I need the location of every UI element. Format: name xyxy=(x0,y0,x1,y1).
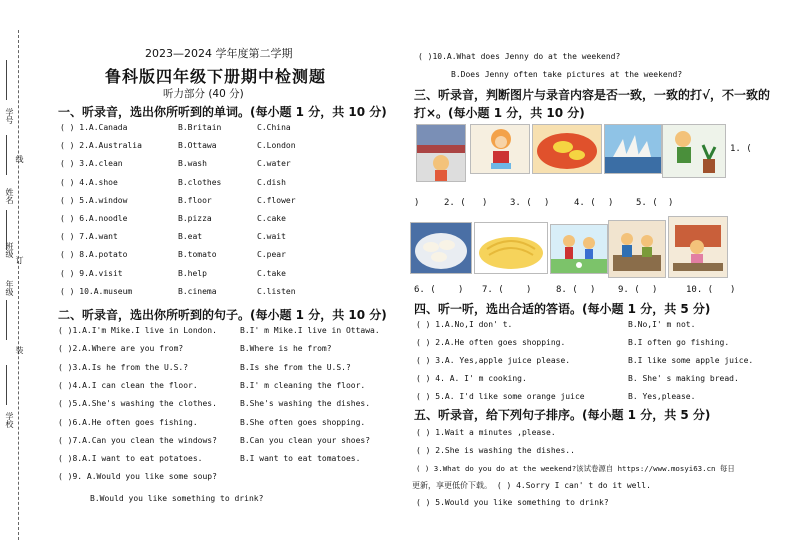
s2-item9-b: B.Would you like something to drink? xyxy=(90,494,264,503)
mark-4-close: ) xyxy=(608,198,614,208)
s1-option-b: B.pizza xyxy=(178,214,212,223)
s4-option-a: ( ) 1.A.No,I don' t. xyxy=(416,320,513,329)
side-label-banji: 班级 xyxy=(5,242,14,258)
s1-option-c: C.flower xyxy=(257,195,296,205)
listening-part-label: 听力部分 (40 分) xyxy=(163,88,244,100)
s2-option-b: B.I want to eat tomatoes. xyxy=(240,454,361,464)
s4-option-b: B.I often go fishing. xyxy=(628,338,730,347)
s1-option-a: ( ) 2.A.Australia xyxy=(60,141,142,151)
s4-option-a: ( ) 3.A. Yes,apple juice please. xyxy=(416,356,571,365)
s2-option-a: ( )3.A.Is he from the U.S.? xyxy=(58,362,189,372)
mark-9-open: 9. ( xyxy=(618,285,640,295)
section-4-heading: 四、听一听，选出合适的答语。(每小题 1 分，共 5 分) xyxy=(414,302,711,316)
section-2-heading: 二、听录音，选出你所听到的句子。(每小题 1 分，共 10 分) xyxy=(58,308,387,322)
picture-girl-at-table xyxy=(668,216,728,278)
mark-7-open: 7. ( xyxy=(482,285,504,295)
s1-option-a: ( ) 5.A.window xyxy=(60,195,128,205)
mark-2-open: 2. ( xyxy=(444,198,466,208)
mark-5-open: 5. ( xyxy=(636,198,658,208)
side-underline xyxy=(6,60,15,100)
section-5-heading: 五、听录音，给下列句子排序。(每小题 1 分，共 5 分) xyxy=(414,408,711,422)
s1-option-b: B.help xyxy=(178,268,207,278)
s2-option-a: ( )2.A.Where are you from? xyxy=(58,344,184,354)
side-underline xyxy=(6,210,15,250)
side-label-xian: 线 xyxy=(15,155,24,163)
s1-option-a: ( ) 8.A.potato xyxy=(60,250,128,260)
s1-option-b: B.floor xyxy=(178,195,212,205)
exam-title: 鲁科版四年级下册期中检测题 xyxy=(105,67,327,86)
mark-8-close: ) xyxy=(590,285,596,295)
picture-tomato-egg-dish xyxy=(532,124,602,174)
s2-option-a: ( )5.A.She's washing the clothes. xyxy=(58,399,217,409)
s2-item10-b: B.Does Jenny often take pictures at the weekend? xyxy=(451,70,683,79)
s1-option-c: C.water xyxy=(257,159,291,169)
s1-option-a: ( ) 4.A.shoe xyxy=(60,177,118,187)
s4-option-a: ( ) 4. A. I' m cooking. xyxy=(416,374,527,383)
s4-option-b: B.No,I' m not. xyxy=(628,320,696,329)
s5-item-3: ( ) 3.What do you do at the weekend?该试卷源自 https://www.mosyi63.cn 每日 xyxy=(416,464,735,473)
mark-6-open: 6. ( xyxy=(414,285,436,295)
picture-girl-cleaning xyxy=(470,124,530,174)
s1-option-c: C.China xyxy=(257,123,291,132)
mark-7-close: ) xyxy=(526,285,532,295)
picture-sydney-opera-house xyxy=(604,124,662,174)
s2-option-a: ( )6.A.He often goes fishing. xyxy=(58,417,198,427)
s4-option-a: ( ) 2.A.He often goes shopping. xyxy=(416,338,566,347)
mark-3-open: 3. ( xyxy=(510,198,532,208)
s2-option-a: ( )7.A.Can you clean the windows? xyxy=(58,435,217,445)
section-3-heading-line1: 三、听录音，判断图片与录音内容是否一致，一致的打√，不一致的 xyxy=(414,88,771,102)
side-underline xyxy=(6,365,15,405)
picture-family-sofa xyxy=(608,220,666,278)
side-label-ding: 订 xyxy=(15,256,24,264)
s2-option-a: ( )8.A.I want to eat potatoes. xyxy=(58,454,203,464)
mark-6-close: ) xyxy=(458,285,464,295)
mark-4-open: 4. ( xyxy=(574,198,596,208)
s1-option-b: B.Ottawa xyxy=(178,141,217,151)
s4-option-b: B. Yes,please. xyxy=(628,392,696,401)
s1-option-a: ( ) 7.A.want xyxy=(60,232,118,242)
s2-option-b: B.Can you clean your shoes? xyxy=(240,435,371,445)
s2-option-a: ( )1.A.I'm Mike.I live in London. xyxy=(58,326,217,335)
s1-option-b: B.wash xyxy=(178,159,207,169)
mark-3-close: ) xyxy=(544,198,550,208)
s2-option-a: ( )9. A.Would you like some soup? xyxy=(58,472,217,482)
picture-boy-watering-plant xyxy=(662,124,726,178)
s5-item-2: ( ) 2.She is washing the dishes.. xyxy=(416,446,575,455)
s4-option-b: B. She' s making bread. xyxy=(628,374,739,383)
mark-9-close: ) xyxy=(652,285,658,295)
s1-option-c: C.dish xyxy=(257,177,286,187)
mark-10-close: ) xyxy=(730,285,736,295)
s5-item-4-line: 更新，享更低价下载。 ( ) 4.Sorry I can' t do it well. xyxy=(412,481,651,490)
s1-option-a: ( ) 3.A.clean xyxy=(60,159,123,169)
s1-option-c: C.London xyxy=(257,141,296,151)
s2-option-b: B.I' m cleaning the floor. xyxy=(240,380,366,390)
section-1-heading: 一、听录音，选出你所听到的单词。(每小题 1 分，共 10 分) xyxy=(58,105,387,119)
s2-option-b: B.Where is he from? xyxy=(240,344,332,354)
s2-option-b: B.I' m Mike.I live in Ottawa. xyxy=(240,326,380,335)
mark-2-close: ) xyxy=(482,198,488,208)
s2-item10-a: ( )10.A.What does Jenny do at the weekend? xyxy=(418,52,621,61)
s5-item-5: ( ) 5.Would you like something to drink? xyxy=(416,498,609,507)
s1-option-a: ( ) 6.A.noodle xyxy=(60,214,128,223)
picture-noodles xyxy=(474,222,548,274)
side-label-zhuang: 装 xyxy=(15,346,24,354)
mark-1-open: 1. ( xyxy=(730,144,752,154)
s1-option-b: B.cinema xyxy=(178,286,217,296)
s4-option-b: B.I like some apple juice. xyxy=(628,356,754,365)
s4-option-a: ( ) 5.A. I'd like some orange juice xyxy=(416,392,585,401)
side-underline xyxy=(6,300,15,340)
s2-option-b: B.She often goes shopping. xyxy=(240,417,366,427)
s1-option-c: C.listen xyxy=(257,286,296,296)
s1-option-c: C.cake xyxy=(257,214,286,223)
mark-1-close: ) xyxy=(414,198,420,208)
side-label-xingming: 姓名 xyxy=(5,188,14,204)
s1-option-b: B.Britain xyxy=(178,123,222,132)
s1-option-c: C.wait xyxy=(257,232,286,242)
picture-stadium-child xyxy=(416,124,466,182)
school-year: 2023—2024 学年度第二学期 xyxy=(145,47,293,60)
s2-option-b: B.Is she from the U.S.? xyxy=(240,362,351,372)
s1-option-a: ( ) 1.A.Canada xyxy=(60,123,128,132)
s1-option-a: ( ) 9.A.visit xyxy=(60,268,123,278)
mark-8-open: 8. ( xyxy=(556,285,578,295)
s2-option-a: ( )4.A.I can clean the floor. xyxy=(58,380,198,390)
s1-option-c: C.pear xyxy=(257,250,286,260)
s2-option-b: B.She's washing the dishes. xyxy=(240,399,371,409)
s1-option-a: ( ) 10.A.museum xyxy=(60,286,133,296)
s1-option-b: B.eat xyxy=(178,232,203,242)
side-label-xuehao: 学号 xyxy=(5,108,14,124)
s5-item-1: ( ) 1.Wait a minutes ,please. xyxy=(416,428,556,437)
mark-5-close: ) xyxy=(668,198,674,208)
section-3-heading-line2: 打×。(每小题 1 分，共 10 分) xyxy=(414,106,585,120)
picture-dumplings xyxy=(410,222,472,274)
side-label-nianji: 年级 xyxy=(5,280,14,296)
s1-option-b: B.clothes xyxy=(178,177,222,187)
mark-10-open: 10. ( xyxy=(686,285,714,295)
s1-option-c: C.take xyxy=(257,268,286,278)
s1-option-b: B.tomato xyxy=(178,250,217,260)
binding-line xyxy=(18,30,19,540)
picture-boys-football xyxy=(550,224,608,274)
side-label-xuexiao: 学校 xyxy=(5,412,14,428)
